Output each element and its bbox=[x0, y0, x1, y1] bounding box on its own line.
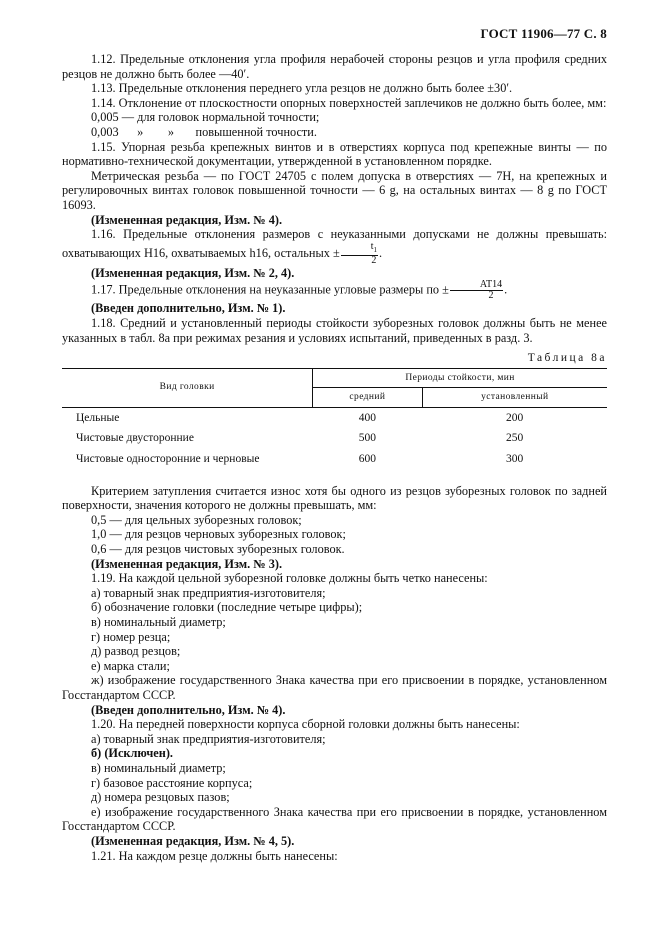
paragraph: Критерием затупления считается износ хотя бы одного из резцов зуборезных головок по задней поверхности, значения которого не должны превышать, мм: bbox=[62, 483, 607, 513]
table-head-set: установленный bbox=[422, 388, 607, 408]
paragraph-1-16 bbox=[62, 227, 607, 266]
table-caption: Таблица 8а bbox=[527, 352, 607, 365]
table-cell-set: 200 bbox=[505, 411, 524, 424]
fraction-subscript: 1 bbox=[373, 245, 377, 254]
paragraph-1-16-text: 1.16. Предельные отклонения размеров с неуказанными допусками не должны превышать: охватывающих Н16, охватываемых h16, остальных ± bbox=[62, 227, 607, 260]
table-cell-average: 500 bbox=[358, 432, 377, 445]
table-head-average: средний bbox=[313, 388, 422, 408]
amendment-note: (Измененная редакция, Изм. № 4, 5). bbox=[91, 833, 295, 848]
fraction-t1-2 bbox=[341, 242, 378, 266]
paragraph: ж) изображение государственного Знака качества при его присвоении в порядке, установленном Госстандартом СССР. bbox=[62, 673, 607, 702]
paragraph-1-17-text: 1.17. Предельные отклонения на неуказанные угловые размеры по ± bbox=[91, 282, 449, 297]
table-row bbox=[62, 449, 607, 470]
tolerance-high: 0,003 » » повышенной точности. bbox=[91, 124, 317, 139]
amendment-note-1: (Введен дополнительно, Изм. № 1). bbox=[91, 301, 286, 316]
fraction-numerator: t bbox=[370, 240, 374, 252]
paragraph-1-12: 1.12. Предельные отклонения угла профиля нерабочей стороны резцов и угла профиля средних резцов не должно быть более —40′. bbox=[62, 52, 607, 81]
table-head-periods: Периоды стойкости, мин bbox=[313, 368, 607, 388]
paragraph: е) изображение государственного Знака качества при его присвоении в порядке, установленном Госстандартом СССР. bbox=[62, 804, 607, 834]
document-body bbox=[62, 52, 607, 863]
table-cell-type: Чистовые односторонние и черновые bbox=[76, 453, 260, 466]
tolerance-normal: 0,005 — для головок нормальной точности; bbox=[91, 110, 320, 125]
amendment-note: (Введен дополнительно, Изм. № 4). bbox=[91, 702, 286, 717]
table-cell-average: 600 bbox=[358, 453, 377, 466]
fraction-denominator: 2 bbox=[488, 290, 494, 302]
table-cell-type: Цельные bbox=[76, 411, 120, 424]
paragraph-metric-thread: Метрическая резьба — по ГОСТ 24705 с полем допуска в отверстиях — 7Н, на крепежных и регулировочных винтах головок повышенной точности — 6 g, на остальных винтах — 8 g по ГОСТ 16093. bbox=[62, 168, 607, 212]
list-item: 0,5 — для цельных зуборезных головок; bbox=[91, 512, 302, 527]
table-cell-type: Чистовые двусторонние bbox=[76, 432, 194, 445]
list-item: а) товарный знак предприятия-изготовителя; bbox=[91, 585, 326, 600]
amendment-note-2-4: (Измененная редакция, Изм. № 2, 4). bbox=[91, 265, 295, 280]
paragraph-1-14: 1.14. Отклонение от плоскостности опорных поверхностей заплечиков не должно быть более, мм: bbox=[91, 95, 607, 110]
page-header: ГОСТ 11906—77 С. 8 bbox=[480, 26, 607, 41]
paragraph-1-17 bbox=[62, 280, 607, 301]
table-cell-set: 300 bbox=[505, 453, 524, 466]
amendment-note: (Измененная редакция, Изм. № 3). bbox=[91, 556, 283, 571]
table-row bbox=[62, 428, 607, 449]
bottom-section bbox=[62, 484, 607, 863]
paragraph-1-13: 1.13. Предельные отклонения переднего угла резцов не должно быть более ±30′. bbox=[91, 81, 513, 96]
paragraph: 1.21. На каждом резце должны быть нанесены: bbox=[91, 848, 338, 863]
table-cell-set: 250 bbox=[505, 432, 524, 445]
list-item: 1,0 — для резцов черновых зуборезных головок; bbox=[91, 527, 346, 542]
list-item: а) товарный знак предприятия-изготовителя; bbox=[91, 731, 326, 746]
fraction-at14-2 bbox=[450, 280, 503, 301]
list-item: г) номер резца; bbox=[91, 629, 171, 644]
list-item: 0,6 — для резцов чистовых зуборезных головок. bbox=[91, 542, 345, 557]
list-item: е) марка стали; bbox=[91, 658, 170, 673]
table-row bbox=[62, 407, 607, 428]
list-item: в) номинальный диаметр; bbox=[91, 760, 226, 775]
table-head-type: Вид головки bbox=[62, 368, 313, 407]
paragraph-1-18: 1.18. Средний и установленный периоды стойкости зуборезных головок должны быть не менее указанных в табл. 8а при режимах резания и условиях испытаний, приведенных в разд. 3. bbox=[62, 315, 607, 345]
table-cell-average: 400 bbox=[358, 411, 377, 424]
paragraph-1-17-end: . bbox=[504, 282, 508, 297]
list-item: б) обозначение головки (последние четыре цифры); bbox=[91, 600, 363, 615]
list-item: в) номинальный диаметр; bbox=[91, 615, 226, 629]
paragraph: 1.20. На передней поверхности корпуса сборной головки должны быть нанесены: bbox=[91, 717, 520, 732]
spacer bbox=[62, 470, 607, 484]
tool-life-table bbox=[62, 368, 607, 470]
paragraph-1-16-end: . bbox=[378, 245, 383, 260]
list-item: д) номера резцовых пазов; bbox=[91, 790, 230, 805]
fraction-denominator: 2 bbox=[371, 254, 377, 266]
paragraph: 1.19. На каждой цельной зуборезной головке должны быть четко нанесены: bbox=[91, 571, 488, 586]
fraction-numerator: AT14 bbox=[450, 280, 503, 291]
paragraph-1-15: 1.15. Упорная резьба крепежных винтов и в отверстиях корпуса под крепежные винты — по нормативно-технической документации, утвержденной в установленном порядке. bbox=[62, 139, 607, 169]
list-item: д) развод резцов; bbox=[91, 644, 181, 659]
list-item: б) (Исключен). bbox=[91, 746, 173, 761]
list-item: г) базовое расстояние корпуса; bbox=[91, 775, 253, 790]
amendment-note-4: (Измененная редакция, Изм. № 4). bbox=[91, 212, 283, 227]
